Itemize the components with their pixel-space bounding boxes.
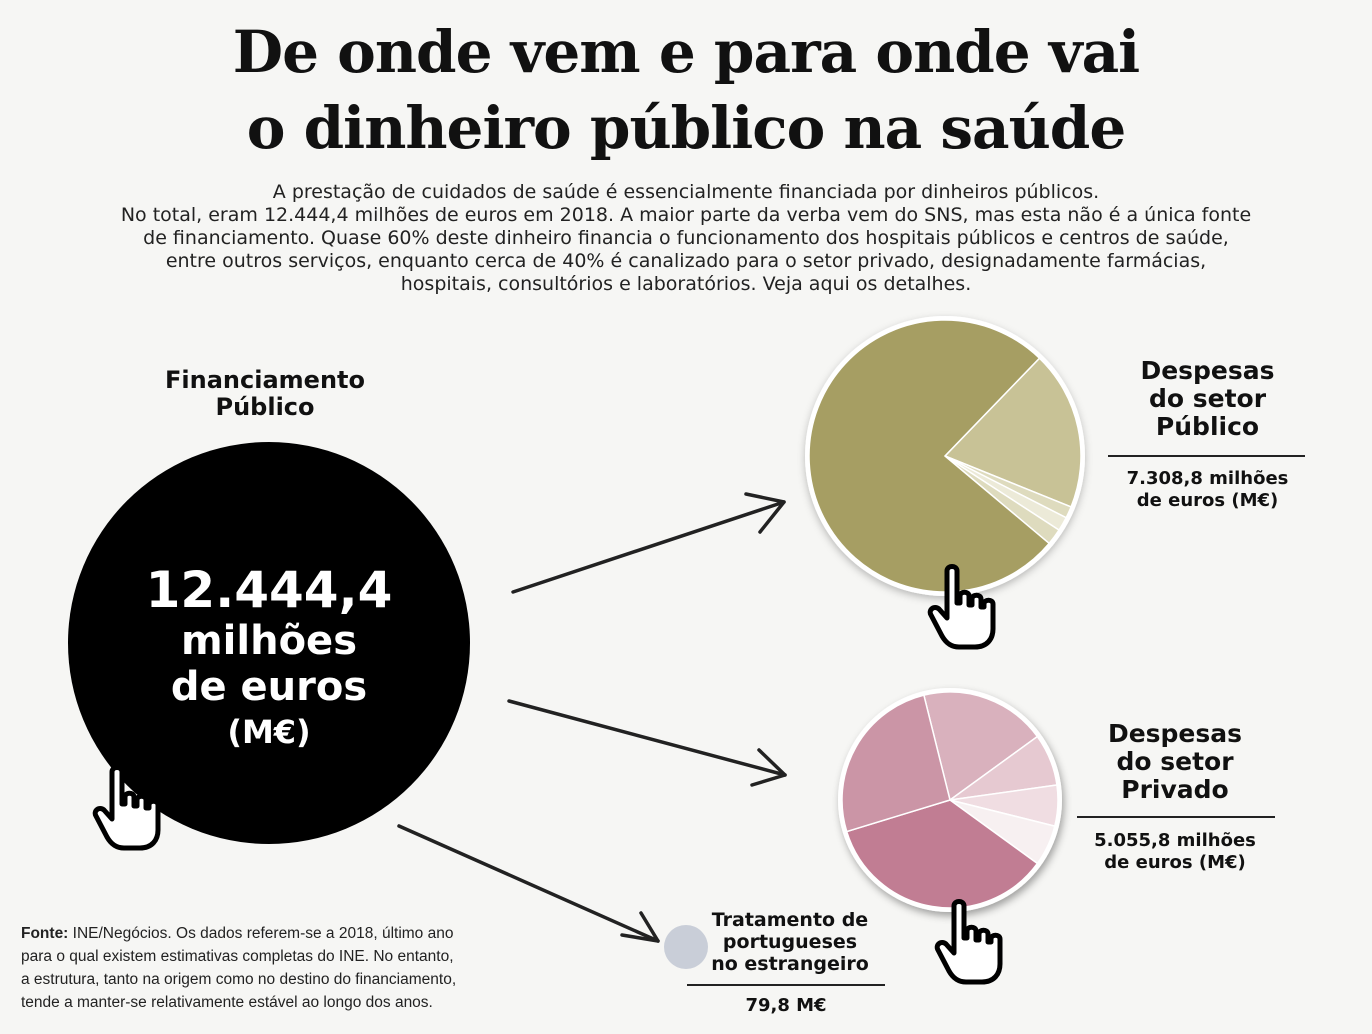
private-sector-heading (1075, 720, 1275, 804)
public-amount-line1: 7.308,8 milhões (1126, 468, 1289, 489)
source-footnote (21, 922, 541, 1014)
private-heading-line3: Privado (1121, 775, 1229, 804)
intro-line: de financiamento. Quase 60% deste dinheiro financia o funcionamento dos hospitais públicos e centros de saúde, (143, 227, 1229, 249)
abroad-heading-line3: no estrangeiro (711, 953, 869, 975)
footnote-line2: para o qual existem estimativas completas do INE. No entanto, (21, 948, 454, 965)
public-heading-line1: Despesas (1140, 356, 1275, 385)
private-divider (1077, 816, 1275, 818)
intro-line: A prestação de cuidados de saúde é essencialmente financiada por dinheiros públicos. (272, 181, 1100, 203)
footnote-line1 (21, 922, 541, 945)
page-title-line1: De onde vem e para onde vai (232, 18, 1140, 86)
financing-heading-line2: Público (215, 393, 315, 421)
private-amount-line2: de euros (M€) (1104, 852, 1246, 873)
public-heading-line3: Público (1155, 412, 1260, 441)
financing-value: 12.444,4 (145, 561, 393, 619)
financing-unit-line3: (M€) (227, 713, 311, 751)
private-amount-line1: 5.055,8 milhões (1094, 830, 1256, 851)
public-sector-heading (1105, 357, 1310, 441)
private-heading-line2: do setor (1116, 747, 1234, 776)
public-divider (1108, 455, 1305, 457)
page-title-line2: o dinheiro público na saúde (246, 94, 1126, 162)
public-sector-amount (1105, 468, 1310, 512)
footnote-label: Fonte: (21, 925, 69, 942)
abroad-heading (700, 909, 880, 975)
private-heading-line1: Despesas (1107, 719, 1243, 748)
private-sector-amount (1075, 830, 1275, 874)
footnote-text: INE/Negócios. Os dados referem-se a 2018, último ano (68, 925, 454, 942)
financing-unit-line1: milhões (181, 618, 357, 664)
abroad-heading-line1: Tratamento de (711, 909, 869, 931)
intro-line: No total, eram 12.444,4 milhões de euros em 2018. A maior parte da verba vem do SNS, mas esta não é a única fonte (120, 204, 1252, 226)
hand-pointer-icon[interactable] (92, 764, 164, 852)
hand-pointer-icon[interactable] (927, 563, 999, 651)
intro-line: hospitais, consultórios e laboratórios. Veja aqui os detalhes. (400, 273, 972, 295)
public-heading-line2: do setor (1148, 384, 1267, 413)
public-amount-line2: de euros (M€) (1136, 490, 1279, 511)
footnote-line4: tende a manter-se relativamente estável ao longo dos anos. (21, 994, 433, 1011)
arrow-right-icon (509, 701, 785, 785)
financing-heading-line1: Financiamento (165, 366, 365, 394)
private-sector-pie[interactable] (836, 686, 1066, 916)
intro-line: entre outros serviços, enquanto cerca de 40% é canalizado para o setor privado, designadamente farmácias, (165, 250, 1207, 272)
abroad-amount: 79,8 M€ (745, 995, 827, 1016)
financing-unit-line2: de euros (170, 664, 368, 710)
arrow-right-icon (513, 494, 784, 592)
footnote-line3: a estrutura, tanto na origem como no destino do financiamento, (21, 971, 457, 988)
hand-pointer-icon[interactable] (934, 898, 1006, 986)
abroad-divider (687, 984, 885, 986)
abroad-heading-line2: portugueses (722, 931, 858, 953)
